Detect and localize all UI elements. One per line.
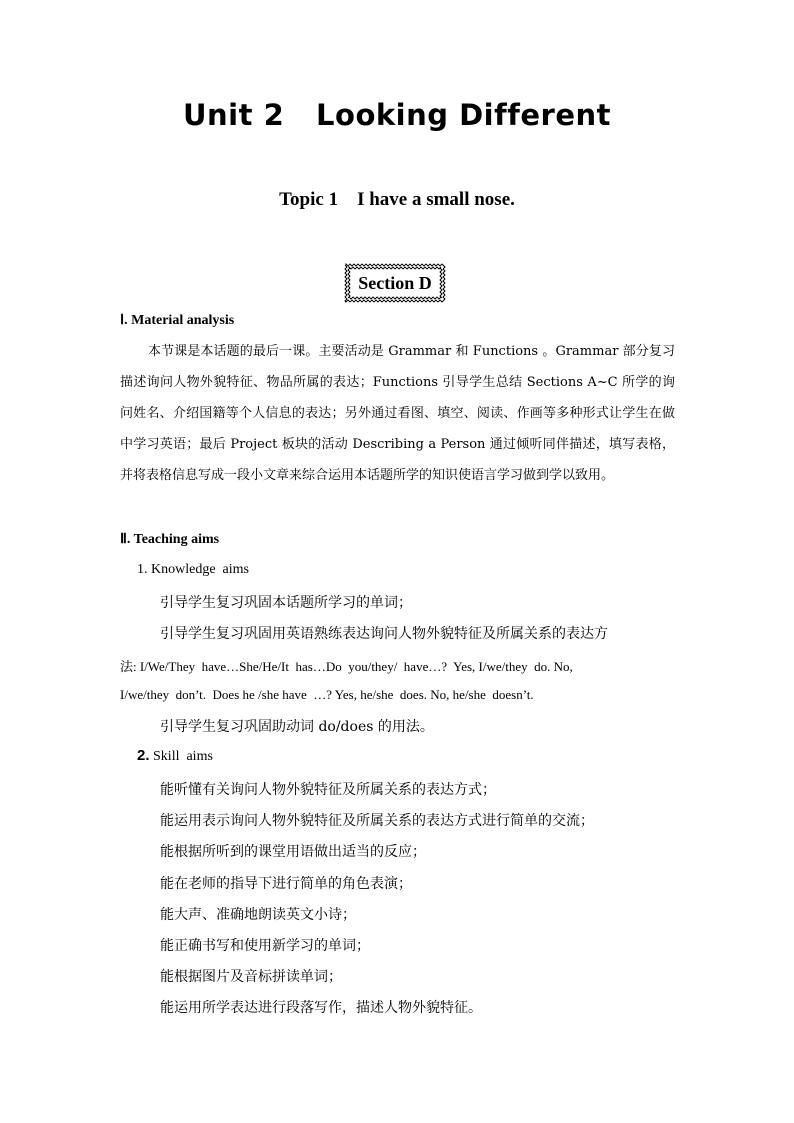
- topic-title: Topic 1 I have a small nose.: [279, 189, 515, 210]
- skill-aim-item: 能根据图片及音标拼读单词；: [160, 969, 342, 985]
- skill-aim-item: 能在老师的指导下进行简单的角色表演；: [160, 876, 412, 892]
- material-analysis-heading: Ⅰ. Material analysis: [120, 313, 235, 328]
- unit-title: Unit 2 Looking Different: [182, 98, 611, 132]
- skill-aim-item: 能听懂有关询问人物外貌特征及所属关系的表达方式；: [160, 782, 496, 798]
- knowledge-aim-item: 引导学生复习巩固本话题所学习的单词；: [160, 595, 412, 611]
- skill-aims-title: [137, 747, 213, 765]
- section-badge: [344, 263, 446, 303]
- skill-aim-item: 能运用所学表达进行段落写作，描述人物外貌特征。: [160, 1000, 482, 1016]
- knowledge-aim-item: 法: I/We/They have…She/He/It has…Do you/they/ have…? Yes, I/we/they do. No,: [120, 659, 573, 674]
- knowledge-aim-item: 引导学生复习巩固用英语熟练表达询问人物外貌特征及所属关系的表达方: [160, 626, 608, 642]
- knowledge-aim-item: 引导学生复习巩固助动词 do/does 的用法。: [160, 719, 434, 735]
- skill-aim-item: 能大声、准确地朗读英文小诗；: [160, 907, 356, 923]
- skill-aims-number: 2.: [137, 747, 150, 764]
- material-analysis-paragraph: 本节课是本话题的最后一课。主要活动是 Grammar 和 Functions 。Grammar 部分复习描述询问人物外貌特征、物品所属的表达；Functions 引导学生总结 Sections A~C 所学的询问姓名、介绍国籍等个人信息的表达；另外通过看图、填空、阅读、作画等多种形式让学生在做中学习英语；最后 Project 板块的活动 Describing a Person 通过倾听同伴描述，填写表格，并将表格信息写成一段小文章来综合运用本话题所学的知识使语言学习做到学以致用。: [120, 344, 675, 483]
- skill-aim-item: 能根据所听到的课堂用语做出适当的反应；: [160, 844, 426, 860]
- skill-aim-item: 能运用表示询问人物外貌特征及所属关系的表达方式进行简单的交流；: [160, 813, 594, 829]
- skill-aims-label: Skill aims: [149, 749, 213, 764]
- teaching-aims-heading: Ⅱ. Teaching aims: [120, 532, 220, 547]
- knowledge-aim-item: I/we/they don’t. Does he /she have …? Yes, he/she does. No, he/she doesn’t.: [120, 687, 534, 702]
- skill-aim-item: 能正确书写和使用新学习的单词；: [160, 938, 370, 954]
- section-label: Section D: [358, 273, 432, 293]
- knowledge-aims-title: 1. Knowledge aims: [137, 562, 249, 577]
